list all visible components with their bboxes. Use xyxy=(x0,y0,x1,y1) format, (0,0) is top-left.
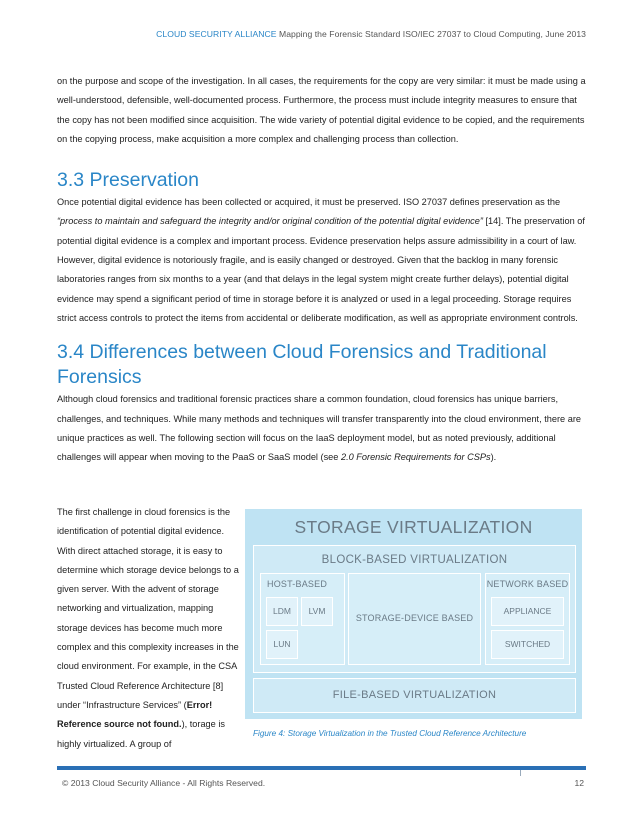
section-heading-differences: 3.4 Differences between Cloud Forensics and Traditional Forensics xyxy=(57,341,547,389)
footer-copyright: © 2013 Cloud Security Alliance - All Rights Reserved. xyxy=(62,778,266,788)
block-based-panel xyxy=(253,545,576,673)
switched-box: SWITCHED xyxy=(491,630,564,659)
running-header xyxy=(0,29,586,39)
intro-paragraph: on the purpose and scope of the investigation. In all cases, the requirements for the copy are very similar: it must be made using a well-understood, defensible, well-documented process. Furthermore, the process must include integrity measures to ensure that the copy has not been modified since acquisition. The wide variety of potential digital evidence to be copied, and the requirements on the copying process, make acquisition a more complex and challenging process than collection. xyxy=(57,76,586,144)
differences-paragraph xyxy=(57,390,587,467)
footer-rule xyxy=(57,766,586,770)
figure-caption: Figure 4: Storage Virtualization in the Trusted Cloud Reference Architecture xyxy=(253,729,527,738)
file-based-panel: FILE-BASED VIRTUALIZATION xyxy=(253,678,576,713)
appliance-box: APPLIANCE xyxy=(491,597,564,626)
left-column xyxy=(57,503,239,754)
lun-box: LUN xyxy=(266,630,298,659)
block-based-title: BLOCK-BASED VIRTUALIZATION xyxy=(321,554,508,566)
preservation-paragraph xyxy=(57,193,587,328)
preservation-quote: “process to maintain and safeguard the integrity and/or original condition of the potential digital evidence” xyxy=(57,216,483,227)
preservation-text-start: Once potential digital evidence has been collected or acquired, it must be preserved. ISO 27037 defines preservation as the xyxy=(57,197,561,208)
reference-error: Error! Reference source not found. xyxy=(57,699,213,730)
page-number: 12 xyxy=(574,778,584,788)
differences-text-end: ). xyxy=(490,452,497,463)
identification-paragraph xyxy=(57,503,239,754)
host-based-panel xyxy=(260,573,345,665)
storage-virtualization-figure xyxy=(245,509,582,719)
header-org: CLOUD SECURITY ALLIANCE xyxy=(156,29,277,39)
section-heading-preservation: 3.3 Preservation xyxy=(57,169,199,192)
storage-device-label: STORAGE-DEVICE BASED xyxy=(355,613,474,623)
network-based-panel xyxy=(485,573,570,665)
main-content xyxy=(57,72,587,467)
ldm-box: LDM xyxy=(266,597,298,626)
figure-title: STORAGE VIRTUALIZATION xyxy=(294,517,533,537)
differences-reference: 2.0 Forensic Requirements for CSPs xyxy=(340,452,491,463)
network-based-label: NETWORK BASED xyxy=(486,579,569,589)
header-title: Mapping the Forensic Standard ISO/IEC 27037 to Cloud Computing, June 2013 xyxy=(276,29,586,39)
footer-tick xyxy=(520,770,521,776)
identification-text-end: ), torage is highly virtualized. A group of xyxy=(57,719,225,749)
preservation-text-end: [14]. The preservation of potential digital evidence is a complex and important process. Evidence preservation helps assure admissibility in a court of law. However, digital evidence is notoriously fragile, and is easily changed or destroyed. Given that the backlog in many forensic laboratories ranges from six months to a year (and that delays in the legal system might create further delays), potential digital evidence may spend a significant period of time in storage before it is analyzed or used in a legal proceeding. Storage requires strict access controls to protect the items from accidental or deliberate modification, as well as appropriate environment controls. xyxy=(57,216,585,323)
differences-text-start: Although cloud forensics and traditional forensic practices share a common foundation, cloud forensics has unique barriers, challenges, and techniques. While many methods and techniques will transfer transparently into the cloud environment, there are unique practices as well. The following section will focus on the IaaS deployment model, but as noted previously, additional challenges will appear when moving to the PaaS or SaaS model (see xyxy=(57,394,581,463)
host-based-label: HOST-BASED xyxy=(267,579,328,589)
storage-device-panel xyxy=(348,573,481,665)
identification-text-start: The first challenge in cloud forensics is the identification of potential digital evidence. With direct attached storage, it is easy to determine which storage device belongs to a given server. With the advent of storage networking and virtualization, mapping storage devices has become much more complex and this complexity increases in the cloud environment. For example, in the CSA Trusted Cloud Reference Architecture [8] under “Infrastructure Services” ( xyxy=(57,507,239,710)
lvm-box: LVM xyxy=(301,597,333,626)
